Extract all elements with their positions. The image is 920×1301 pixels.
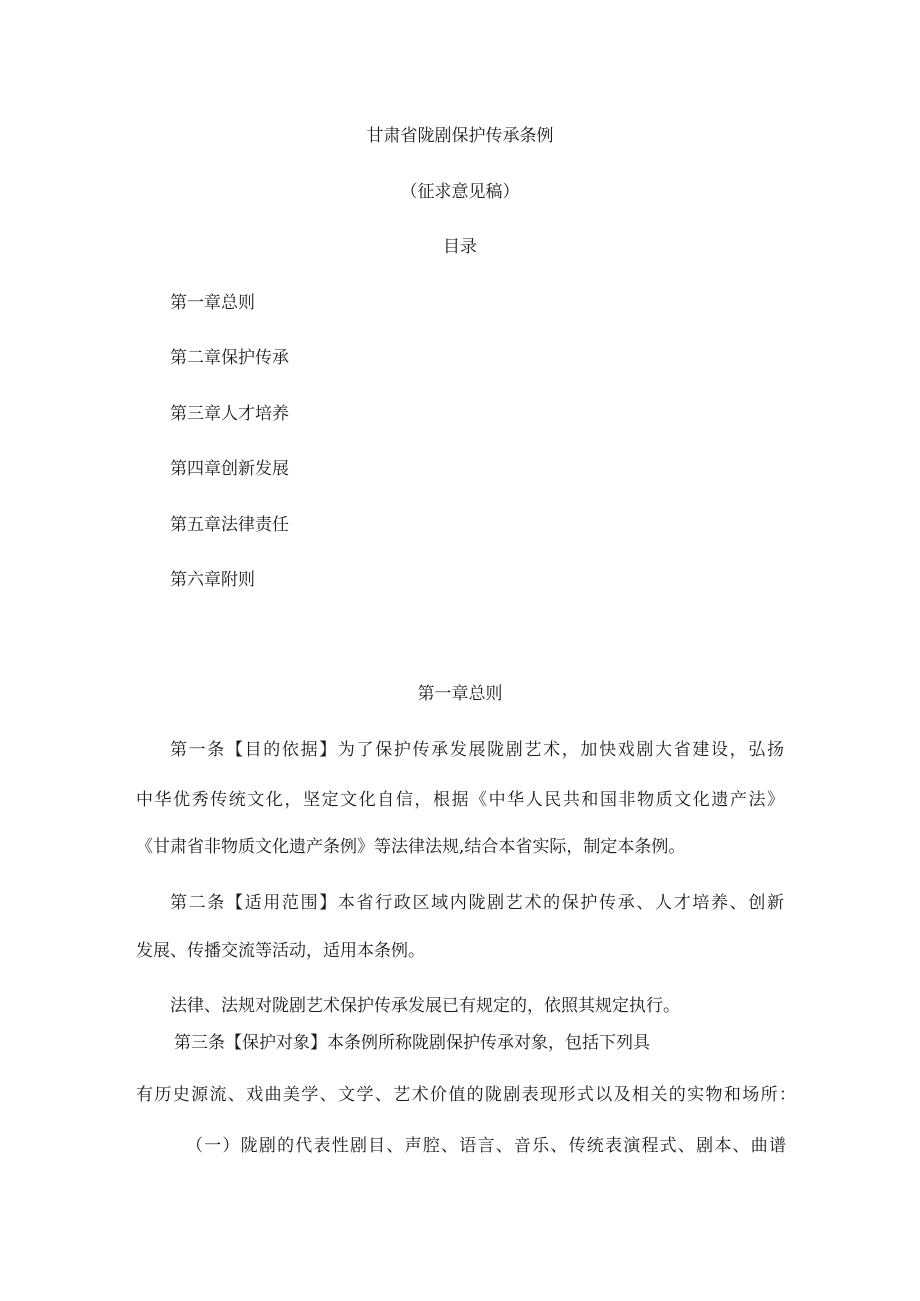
paragraph-line: 中华优秀传统文化，坚定文化自信，根据《中华人民共和国非物质文化遗产法》 bbox=[136, 790, 784, 810]
toc-item: 第四章创新发展 bbox=[170, 459, 289, 479]
toc-item: 第一章总则 bbox=[170, 293, 255, 313]
paragraph-line: 法律、法规对陇剧艺术保护传承发展已有规定的，依照其规定执行。 bbox=[170, 996, 680, 1016]
paragraph-line: 发展、传播交流等活动，适用本条例。 bbox=[136, 941, 425, 961]
toc-item: 第二章保护传承 bbox=[170, 348, 289, 368]
toc-item: 第三章人才培养 bbox=[170, 404, 289, 424]
paragraph-line: 第二条【适用范围】本省行政区域内陇剧艺术的保护传承、人才培养、创新 bbox=[170, 893, 784, 913]
toc-item: 第五章法律责任 bbox=[170, 515, 289, 535]
toc-item: 第六章附则 bbox=[170, 570, 255, 590]
paragraph-line: 有历史源流、戏曲美学、文学、艺术价值的陇剧表现形式以及相关的实物和场所： bbox=[136, 1085, 796, 1105]
toc-heading: 目录 bbox=[443, 237, 477, 257]
paragraph-line: 第一条【目的依据】为了保护传承发展陇剧艺术，加快戏剧大省建设，弘扬 bbox=[170, 740, 784, 760]
list-item: （一）陇剧的代表性剧目、声腔、语言、音乐、传统表演程式、剧本、曲谱 bbox=[186, 1136, 786, 1156]
paragraph-line: 《甘肃省非物质文化遗产条例》等法律法规,结合本省实际，制定本条例。 bbox=[136, 837, 686, 857]
chapter-heading: 第一章总则 bbox=[417, 684, 503, 704]
document-subtitle: （征求意见稿） bbox=[400, 182, 520, 202]
document-title: 甘肃省陇剧保护传承条例 bbox=[366, 126, 554, 146]
paragraph-line: 第三条【保护对象】本条例所称陇剧保护传承对象，包括下列具 bbox=[174, 1033, 650, 1053]
